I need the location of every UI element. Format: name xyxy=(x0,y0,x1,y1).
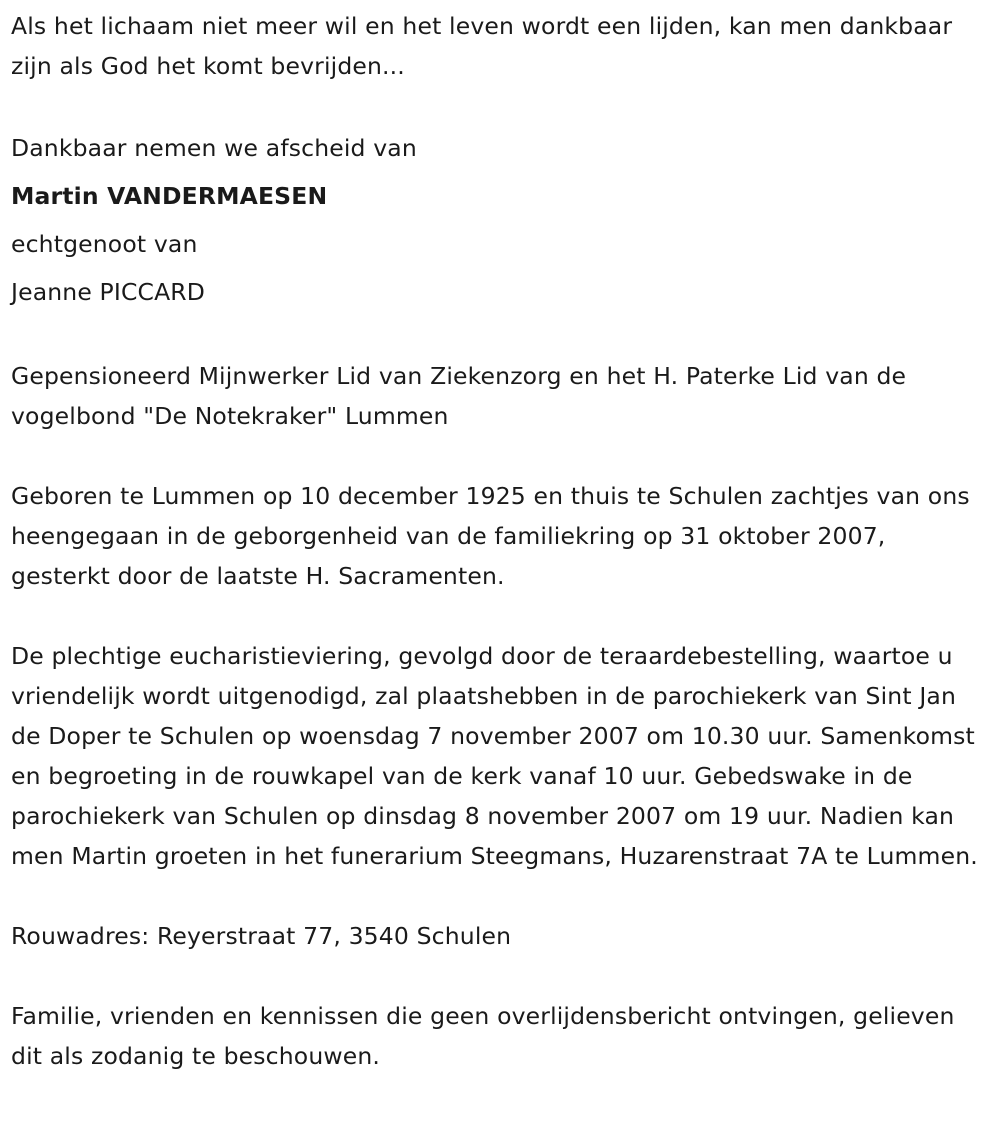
mourning-address: Rouwadres: Reyerstraat 77, 3540 Schulen xyxy=(11,922,512,950)
spacer xyxy=(11,876,988,916)
spacer xyxy=(11,596,988,636)
spacer xyxy=(11,436,988,476)
intro-text: Dankbaar nemen we afscheid van xyxy=(11,134,417,162)
spacer xyxy=(11,316,988,356)
occupation-text: Gepensioneerd Mijnwerker Lid van Ziekenzorg en het H. Paterke Lid van de vogelbond "De Notekraker" Lummen xyxy=(11,362,907,430)
deceased-name: Martin VANDERMAESEN xyxy=(11,182,328,210)
closing-note: Familie, vrienden en kennissen die geen overlijdensbericht ontvingen, gelieven dit als zodanig te beschouwen. xyxy=(11,1002,955,1070)
opening-verse: Als het lichaam niet meer wil en het leven wordt een lijden, kan men dankbaar zijn als God het komt bevrijden... xyxy=(11,12,953,80)
relation-text: echtgenoot van xyxy=(11,230,198,258)
spacer xyxy=(11,86,988,124)
ceremony-text: De plechtige eucharistieviering, gevolgd door de teraardebestelling, waartoe u vriendelijk wordt uitgenodigd, zal plaatshebben in de parochiekerk van Sint Jan de Doper te Schulen op woensdag 7 november 2007 om 10.30 uur. Samenkomst en begroeting in de rouwkapel van de kerk vanaf 10 uur. Gebedswake in de parochiekerk van Schulen op dinsdag 8 november 2007 om 19 uur. Nadien kan men Martin groeten in het funerarium Steegmans, Huzarenstraat 7A te Lummen. xyxy=(11,642,978,870)
spacer xyxy=(11,956,988,996)
birth-death-text: Geboren te Lummen op 10 december 1925 en thuis te Schulen zachtjes van ons heengegaan in de geborgenheid van de familiekring op 31 oktober 2007, gesterkt door de laatste H. Sacramenten. xyxy=(11,482,970,590)
spouse-name: Jeanne PICCARD xyxy=(11,278,206,306)
